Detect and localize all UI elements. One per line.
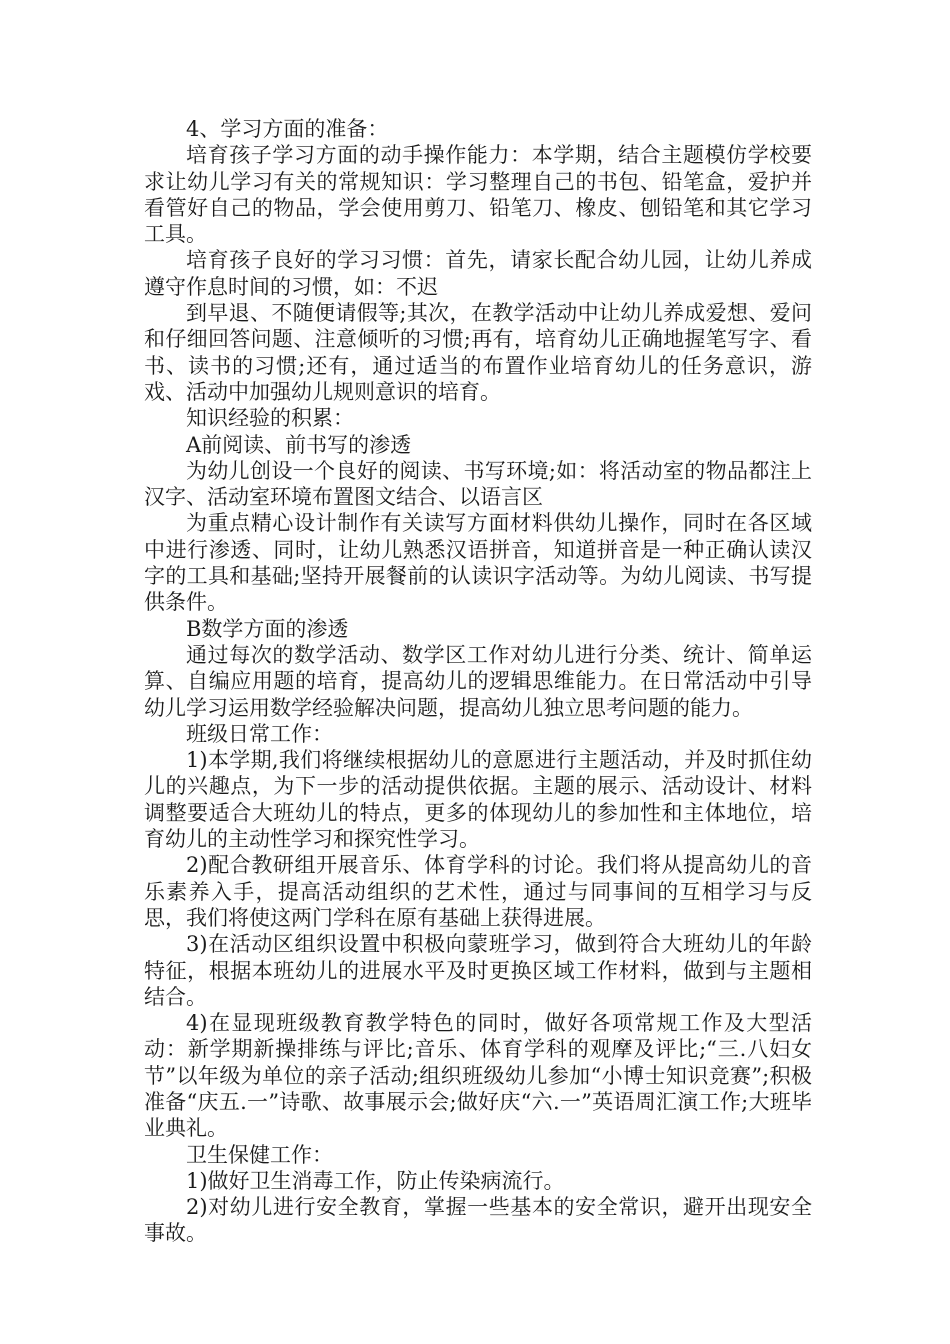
heading-knowledge: 知识经验的积累： [186, 406, 354, 431]
paragraph-health-2: 2)对幼儿进行安全教育，掌握一些基本的安全常识，避开出现安全事故。 [144, 1195, 812, 1246]
paragraph-study-habits-cont: 到早退、不随便请假等;其次，在教学活动中让幼儿养成爱想、爱问和仔细回答问题、注意倾听的习惯;再有，培育幼儿正确地握笔写字、看书、读书的习惯;还有，通过适当的布置作业培育幼儿的任务意识，游戏、活动中加强幼儿规则意识的培育。 [144, 301, 812, 404]
paragraph-reading-materials: 为重点精心设计制作有关读写方面材料供幼儿操作，同时在各区域中进行渗透、同时，让幼儿熟悉汉语拼音，知道拼音是一种正确认读汉字的工具和基础;坚持开展餐前的认读识字活动等。为幼儿阅读、书写提供条件。 [144, 511, 812, 615]
paragraph-health-1: 1)做好卫生消毒工作，防止传染病流行。 [186, 1168, 565, 1193]
document-body [144, 116, 812, 1247]
heading-reading-writing: A前阅读、前书写的渗透 [186, 432, 412, 457]
heading-math: B数学方面的渗透 [186, 616, 349, 641]
paragraph-hands-on: 培育孩子学习方面的动手操作能力：本学期，结合主题模仿学校要求让幼儿学习有关的常规知识：学习整理自己的书包、铅笔盒，爱护并看管好自己的物品，学会使用剪刀、铅笔刀、橡皮、刨铅笔和其它学习工具。 [144, 143, 812, 247]
paragraph-daily-3: 3)在活动区组织设置中积极向蒙班学习，做到符合大班幼儿的年龄特征，根据本班幼儿的进展水平及时更换区域工作材料，做到与主题相结合。 [144, 932, 812, 1009]
heading-daily-work: 班级日常工作： [186, 721, 333, 746]
paragraph-daily-2: 2)配合教研组开展音乐、体育学科的讨论。我们将从提高幼儿的音乐素养入手，提高活动组织的艺术性，通过与同事间的互相学习与反思，我们将使这两门学科在原有基础上获得进展。 [144, 853, 812, 930]
heading-study-prep: 4、学习方面的准备： [186, 117, 389, 141]
paragraph-math: 通过每次的数学活动、数学区工作对幼儿进行分类、统计、简单运算、自编应用题的培育，提高幼儿的逻辑思维能力。在日常活动中引导幼儿学习运用数学经验解决问题，提高幼儿独立思考问题的能力。 [144, 642, 812, 720]
paragraph-daily-1: 1)本学期,我们将继续根据幼儿的意愿进行主题活动，并及时抓住幼儿的兴趣点，为下一步的活动提供依据。主题的展示、活动设计、材料调整要适合大班幼儿的特点，更多的体现幼儿的参加性和主体地位，培育幼儿的主动性学习和探究性学习。 [144, 748, 812, 852]
paragraph-daily-4: 4)在显现班级教育教学特色的同时，做好各项常规工作及大型活动：新学期新操排练与评比;音乐、体育学科的观摩及评比;“三.八妇女节”以年级为单位的亲子活动;组织班级幼儿参加“小博士知识竞赛”;积极准备“庆五.一”诗歌、故事展示会;做好庆“六.一”英语周汇演工作;大班毕业典礼。 [144, 1011, 812, 1141]
paragraph-study-habits: 培育孩子良好的学习习惯：首先，请家长配合幼儿园，让幼儿养成遵守作息时间的习惯，如：不迟 [144, 248, 812, 299]
heading-health: 卫生保健工作： [186, 1142, 333, 1167]
paragraph-reading-env: 为幼儿创设一个良好的阅读、书写环境;如：将活动室的物品都注上汉字、活动室环境布置图文结合、以语言区 [144, 458, 812, 510]
